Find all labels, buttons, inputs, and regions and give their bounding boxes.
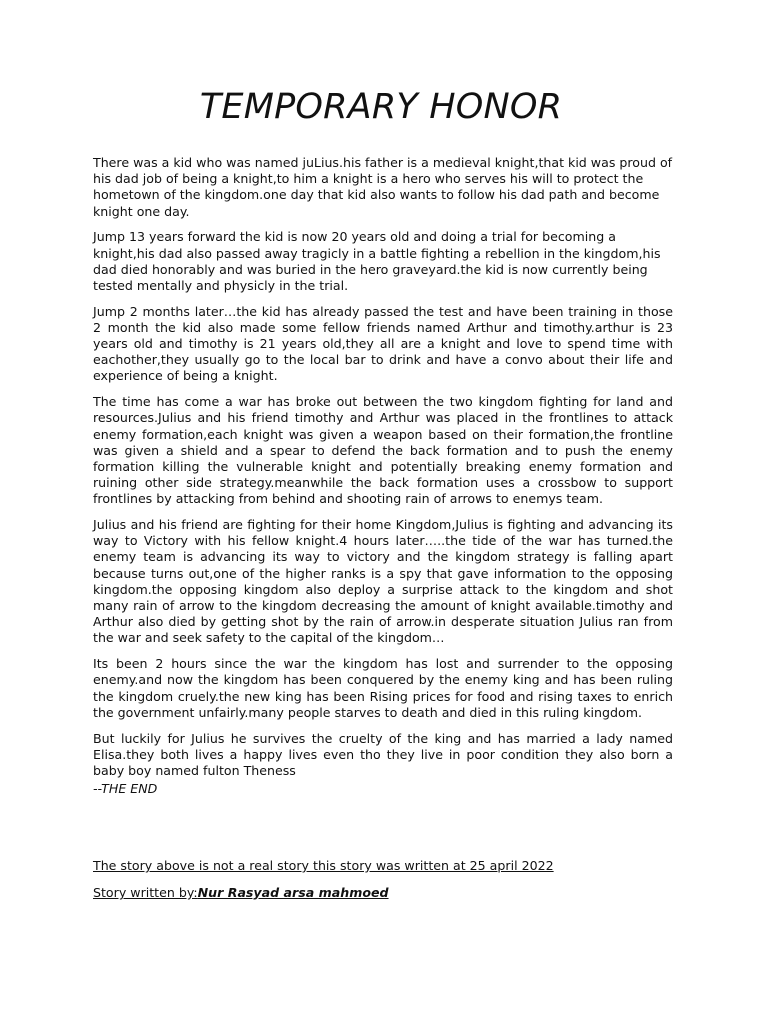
author-line [93,885,389,901]
paragraph-3: Jump 2 months later…the kid has already passed the test and have been training in those 2 month the kid also made some fellow friends named Arthur and timothy.arthur is 23 years old and timothy is 21 years old,they all are a knight and love to spend time with eachother,they usually go to the local bar to drink and have a convo about their life and experience of being a knight. [93,303,673,384]
the-end-line: --THE END [93,781,158,796]
paragraph-4: The time has come a war has broke out between the two kingdom fighting for land and resources.Julius and his friend timothy and Arthur was placed in the frontlines to attack enemy formation,each knight was given a weapon based on their formation,the frontline was given a shield and a spear to defend the back formation and to push the enemy formation killing the vulnerable knight and potentially breaking enemy formation and ruining other side strategy.meanwhile the back formation uses a crossbow to support frontlines by attacking from behind and shooting rain of arrows to enemys team. [93,394,673,507]
author-label: Story written by: [93,885,198,900]
paragraph-1: There was a kid who was named juLius.his father is a medieval knight,that kid was proud of his dad job of being a knight,to him a knight is a hero who serves his will to protect the hometown of the kingdom.one day that kid also wants to follow his dad path and become knight one day. [93,155,673,219]
paragraph-5: Julius and his friend are fighting for their home Kingdom,Julius is fighting and advancing its way to Victory with his fellow knight.4 hours later…..the tide of the war has turned.the enemy team is advancing its way to victory and the kingdom strategy is falling apart because turns out,one of the higher ranks is a spy that gave information to the opposing kingdom.the opposing kingdom also deploy a surprise attack to the kingdom and shot many rain of arrow to the kingdom decreasing the amount of knight available.timothy and Arthur also died by getting shot by the rain of arrow.in desperate situation Julius ran from the war and seek safety to the capital of the kingdom… [93,517,673,646]
author-name: Nur Rasyad arsa mahmoed [197,885,389,900]
story-title: TEMPORARY HONOR [199,87,563,127]
paragraph-2: Jump 13 years forward the kid is now 20 years old and doing a trial for becoming a knight,his dad also passed away tragicly in a battle fighting a rebellion in the kingdom,his dad died honorably and was buried in the hero graveyard.the kid is now currently being tested mentally and physicly in the trial. [93,229,661,293]
paragraph-7: But luckily for Julius he survives the cruelty of the king and has married a lady named Elisa.they both lives a happy lives even tho they live in poor condition they also born a baby boy named fulton Theness [93,730,673,778]
paragraph-6: Its been 2 hours since the war the kingdom has lost and surrender to the opposing enemy.and now the kingdom has been conquered by the enemy king and has been ruling the kingdom cruely.the new king has been Rising prices for food and rising taxes to enrich the government unfairly.many people starves to death and died in this ruling kingdom. [93,656,673,720]
disclaimer-line: The story above is not a real story this story was written at 25 april 2022 [93,858,554,873]
story-body [93,155,673,789]
